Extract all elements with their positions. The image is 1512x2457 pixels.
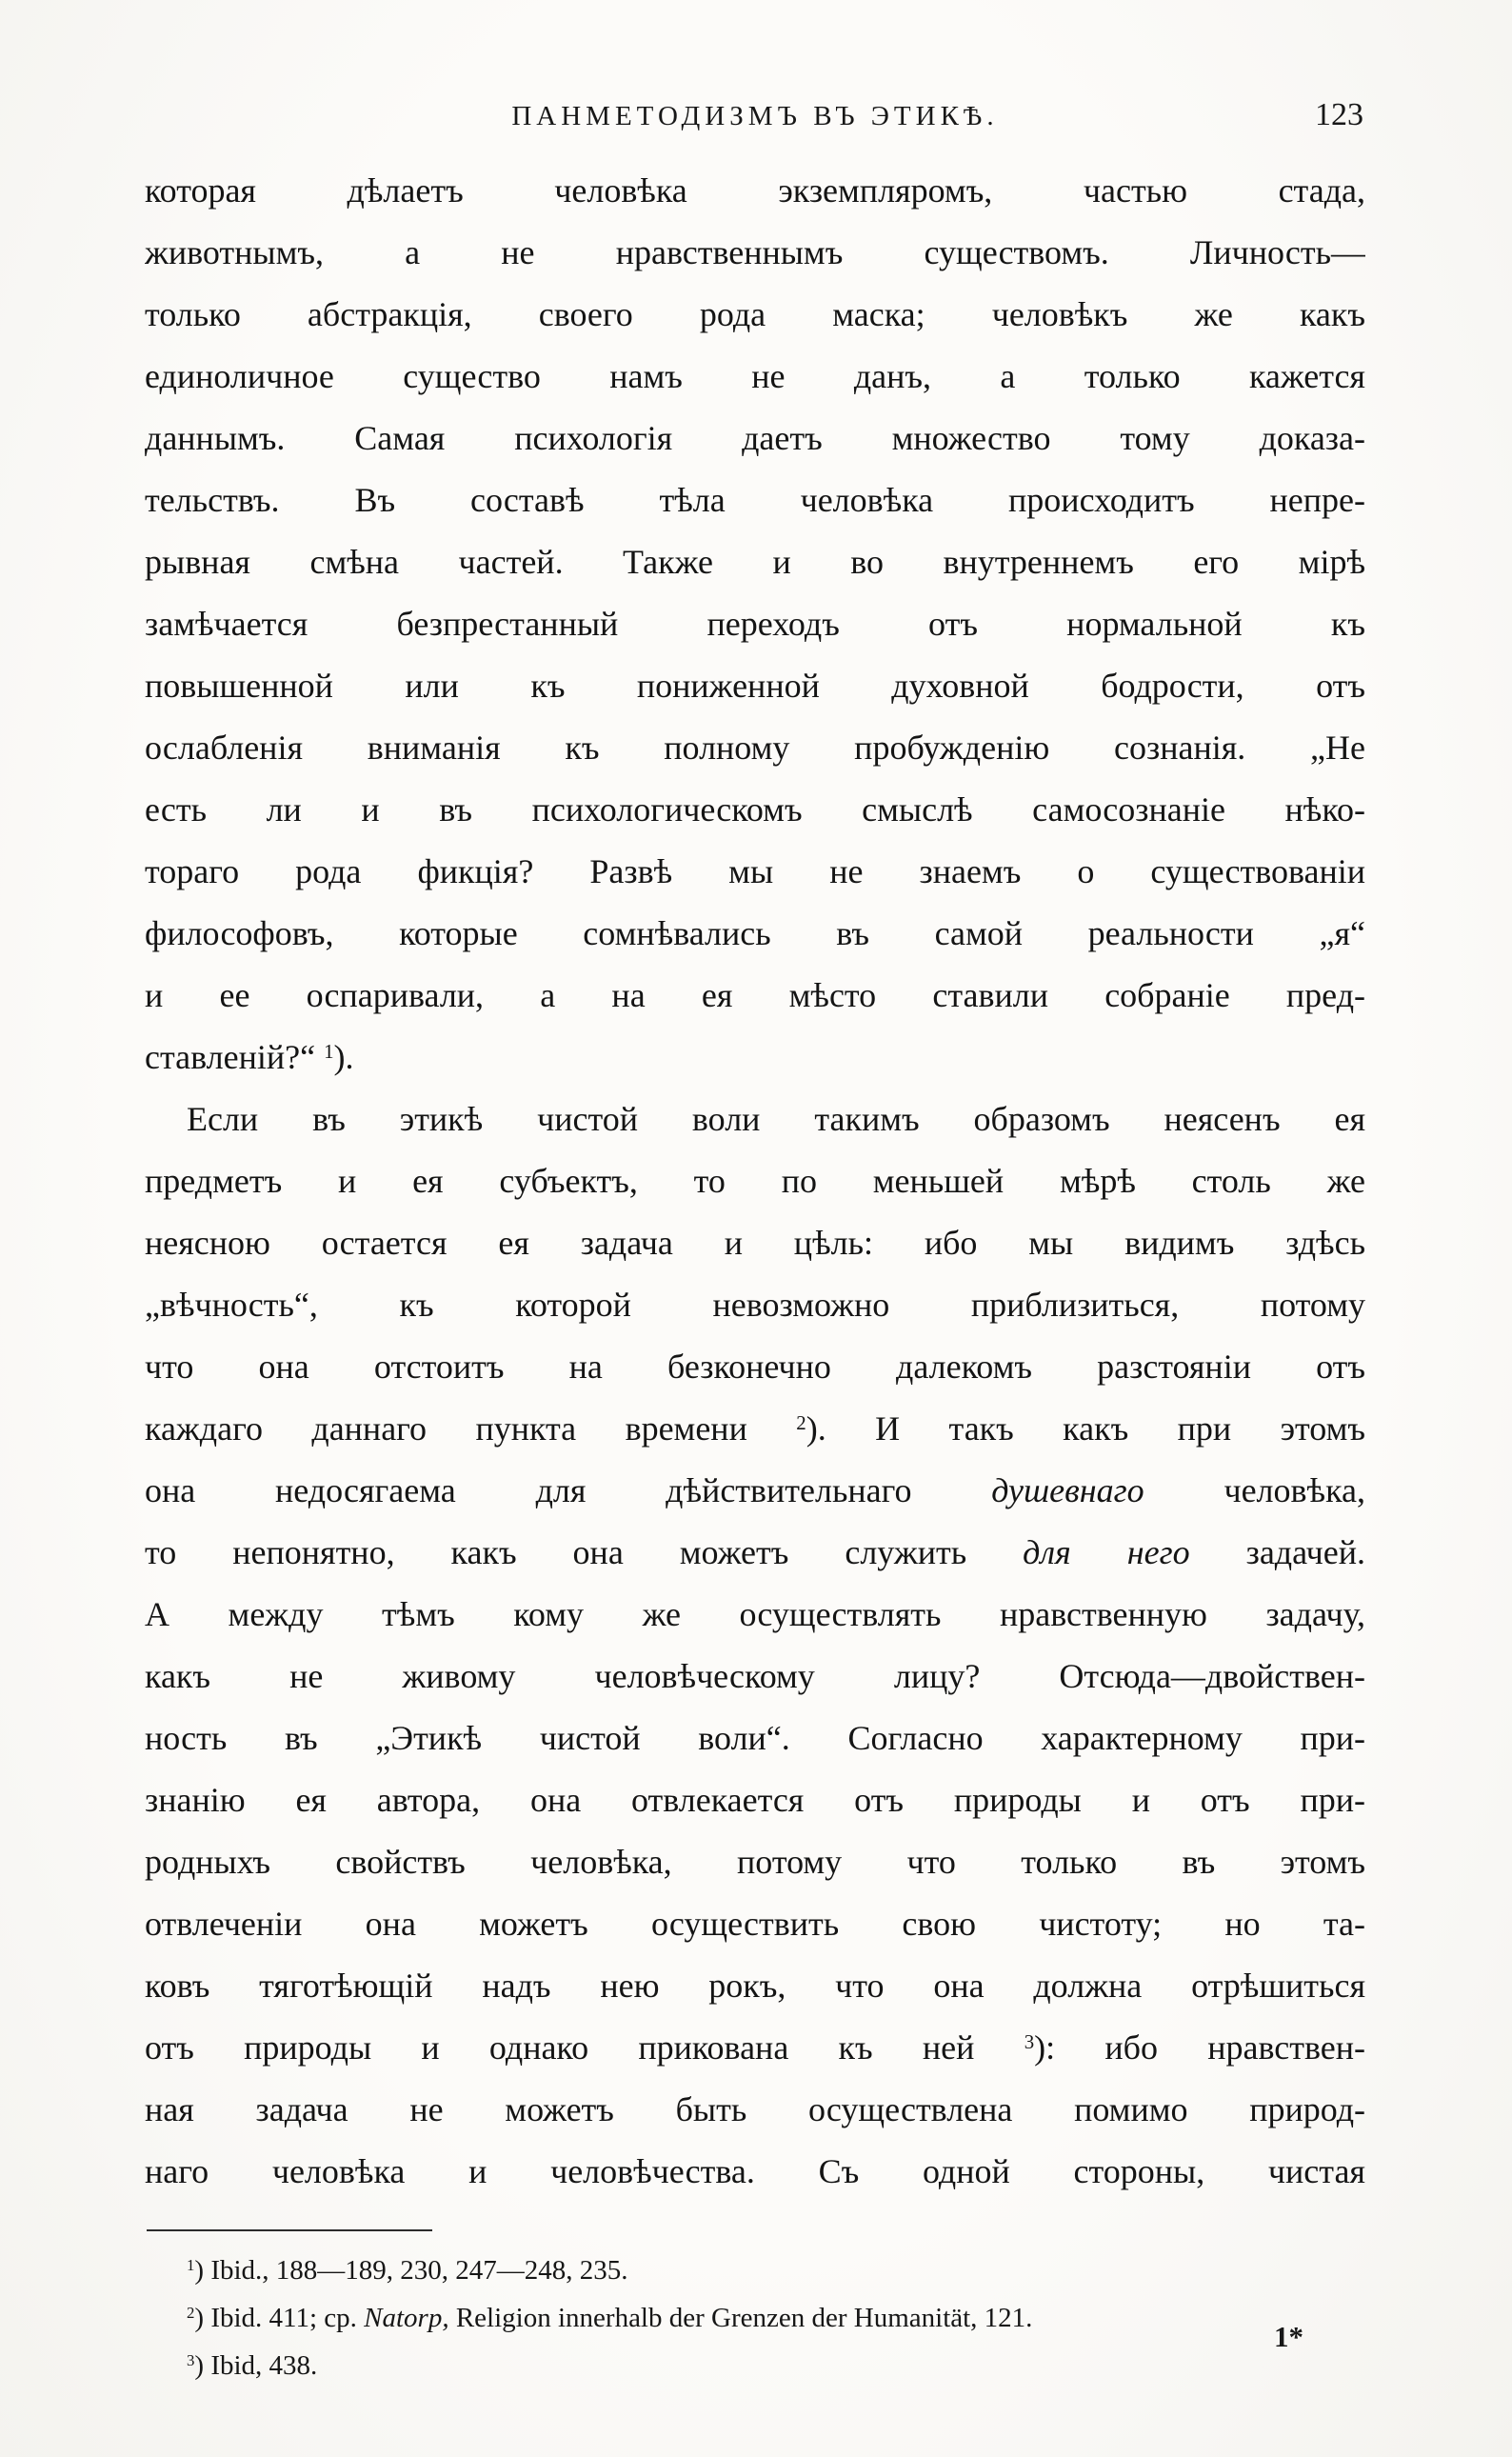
- text-segment: „вѣчность“, къ которой невозможно приблизиться, потому: [145, 1286, 1365, 1324]
- footnote: [145, 2294, 1365, 2342]
- text-segment: что она отстоитъ на безконечно далекомъ разстояніи отъ: [145, 1348, 1365, 1386]
- footnote-marker-paren: ): [194, 2350, 211, 2381]
- paragraph: [145, 1089, 1365, 2203]
- text-segment: отъ природы и однако прикована къ ней: [145, 2028, 1025, 2067]
- text-line: [145, 655, 1365, 717]
- text-segment: родныхъ свойствъ человѣка, потому что только въ этомъ: [145, 1843, 1365, 1881]
- text-segment: тораго рода фикція? Развѣ мы не знаемъ о существованіи: [145, 852, 1365, 890]
- text-line: [145, 1769, 1365, 1831]
- text-segment: рывная смѣна частей. Также и во внутреннемъ его мірѣ: [145, 543, 1365, 581]
- text-line: [145, 531, 1365, 593]
- text-segment: знанію ея автора, она отвлекается отъ природы и отъ при-: [145, 1781, 1365, 1819]
- text-segment: ность въ „Этикѣ чистой воли“. Согласно характерному при-: [145, 1719, 1365, 1757]
- footnote: [145, 2247, 1365, 2294]
- text-segment: какъ не живому человѣческому лицу? Отсюда—двойствен-: [145, 1657, 1365, 1695]
- footnote-marker: 1: [187, 2255, 195, 2274]
- footnote-ref: 2: [796, 1410, 806, 1434]
- page-header: [145, 93, 1365, 137]
- text-segment: Religion innerhalb der Grenzen der Humanität, 121.: [448, 2303, 1033, 2333]
- text-line: [145, 2141, 1365, 2203]
- text-segment: неясною остается ея задача и цѣль: ибо мы видимъ здѣсь: [145, 1224, 1365, 1262]
- text-segment: наго человѣка и человѣчества. Съ одной стороны, чистая: [145, 2152, 1365, 2190]
- signature-mark: 1*: [1274, 2320, 1303, 2353]
- text-segment: Если въ этикѣ чистой воли такимъ образомъ неясенъ ея: [187, 1100, 1365, 1138]
- text-line: [145, 1398, 1365, 1460]
- text-line: [145, 469, 1365, 531]
- footnote-marker: 3: [187, 2350, 195, 2369]
- text-segment: ). И такъ какъ при этомъ: [806, 1409, 1365, 1448]
- text-segment: ковъ тяготѣющій надъ нею рокъ, что она должна отрѣшиться: [145, 1967, 1365, 2005]
- text-segment: повышенной или къ пониженной духовной бодрости, отъ: [145, 667, 1365, 705]
- text-line: [145, 1831, 1365, 1893]
- text-line: [145, 346, 1365, 408]
- text-segment: замѣчается безпрестанный переходъ отъ нормальной къ: [145, 605, 1365, 643]
- text-line: [145, 903, 1365, 965]
- footnote: [145, 2342, 1365, 2389]
- text-segment: человѣка,: [1144, 1471, 1365, 1509]
- footnote-marker-paren: ): [194, 2255, 211, 2286]
- text-block: [145, 93, 1365, 2389]
- footnote-ref: 3: [1024, 2029, 1035, 2053]
- running-title: ПАНМЕТОДИЗМЪ ВЪ ЭТИКѢ.: [511, 101, 999, 131]
- text-segment: отвлеченіи она можетъ осуществить свою чистоту; но та-: [145, 1905, 1365, 1943]
- body-text: [145, 160, 1365, 2203]
- text-line: [145, 1522, 1365, 1584]
- text-segment: которая дѣлаетъ человѣка экземпляромъ, частью стада,: [145, 171, 1365, 210]
- text-line: [145, 1027, 1365, 1089]
- text-line: [145, 2017, 1365, 2079]
- footnotes-list: [145, 2247, 1365, 2389]
- text-segment: задачей.: [1189, 1533, 1365, 1571]
- text-segment: Natorp,: [364, 2303, 449, 2333]
- text-segment: даннымъ. Самая психологія даетъ множество тому доказа-: [145, 419, 1365, 457]
- text-segment: ослабленія вниманія къ полному пробужденію сознанія. „Не: [145, 729, 1365, 767]
- text-segment: А между тѣмъ кому же осуществлять нравственную задачу,: [145, 1595, 1365, 1633]
- text-segment: Ibid. 411; ср.: [210, 2303, 365, 2333]
- text-line: [145, 1336, 1365, 1398]
- text-line: [145, 841, 1365, 903]
- text-segment: тельствъ. Въ составѣ тѣла человѣка происходитъ непре-: [145, 481, 1365, 519]
- text-segment: ставленій?“: [145, 1038, 325, 1076]
- text-segment: философовъ, которые сомнѣвались въ самой реальности „я“: [145, 914, 1365, 952]
- footnote-ref: 1: [324, 1039, 334, 1063]
- text-segment: предметъ и ея субъектъ, то по меньшей мѣрѣ столь же: [145, 1162, 1365, 1200]
- text-segment: ).: [333, 1038, 354, 1076]
- text-line: [145, 1955, 1365, 2017]
- text-line: [145, 2079, 1365, 2141]
- text-line: [145, 1646, 1365, 1708]
- footnote-rule: [147, 2229, 432, 2231]
- page-number: 123: [1315, 97, 1363, 132]
- text-line: [145, 408, 1365, 469]
- text-line: [145, 593, 1365, 655]
- text-line: [145, 1893, 1365, 1955]
- footnote-marker-paren: ): [194, 2303, 211, 2333]
- text-segment: душевнаго: [991, 1471, 1144, 1509]
- text-line: [145, 1212, 1365, 1274]
- text-line: [145, 1708, 1365, 1769]
- text-segment: она недосягаема для дѣйствительнаго: [145, 1471, 992, 1509]
- text-segment: каждаго даннаго пункта времени: [145, 1409, 797, 1448]
- text-line: [145, 1274, 1365, 1336]
- paragraph: [145, 160, 1365, 1089]
- text-line: [145, 965, 1365, 1027]
- text-segment: для него: [1023, 1533, 1190, 1571]
- text-line: [145, 222, 1365, 284]
- text-segment: Ibid, 438.: [210, 2350, 318, 2381]
- text-line: [145, 779, 1365, 841]
- text-segment: только абстракція, своего рода маска; человѣкъ же какъ: [145, 295, 1365, 333]
- text-segment: единоличное существо намъ не данъ, а только кажется: [145, 357, 1365, 395]
- text-segment: и ее оспаривали, а на ея мѣсто ставили собраніе пред-: [145, 976, 1365, 1014]
- text-segment: ная задача не можетъ быть осуществлена помимо природ-: [145, 2090, 1365, 2128]
- text-segment: Ibid., 188—189, 230, 247—248, 235.: [210, 2255, 628, 2286]
- text-line: [145, 717, 1365, 779]
- text-line: [145, 284, 1365, 346]
- text-line: [145, 1460, 1365, 1522]
- text-line: [145, 1150, 1365, 1212]
- text-line: [145, 1584, 1365, 1646]
- text-segment: ): ибо нравствен-: [1034, 2028, 1365, 2067]
- text-line: [145, 160, 1365, 222]
- text-segment: животнымъ, а не нравственнымъ существомъ. Личность—: [145, 233, 1365, 271]
- text-segment: есть ли и въ психологическомъ смыслѣ самосознаніе нѣко-: [145, 790, 1365, 829]
- text-segment: то непонятно, какъ она можетъ служить: [145, 1533, 1024, 1571]
- text-line: [145, 1089, 1365, 1150]
- footnote-marker: 2: [187, 2303, 195, 2322]
